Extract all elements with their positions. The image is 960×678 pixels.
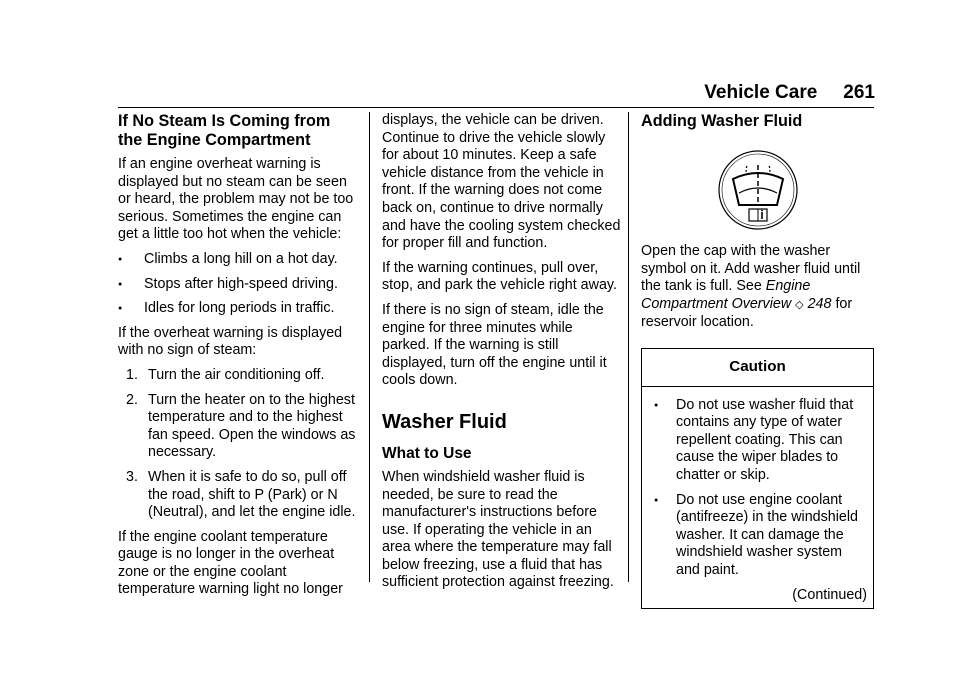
- step-number: 2.: [126, 391, 138, 408]
- washer-fluid-icon: [717, 149, 799, 231]
- list-item-text: Idles for long periods in traffic.: [144, 300, 335, 317]
- caution-item-text: Do not use engine coolant (antifreeze) in the windshield washer. It can damage the windshield washer system and paint.: [676, 491, 858, 578]
- step-text: Turn the air conditioning off.: [148, 366, 325, 383]
- paragraph: If there is no sign of steam, idle the engine for three minutes while parked. If the warning is still displayed, turn off the engine until it cools down.: [382, 301, 607, 389]
- step-item: [118, 469, 358, 522]
- page-number: 261: [843, 82, 875, 103]
- column-3: [641, 112, 874, 609]
- page-header: [600, 82, 875, 106]
- caution-box: [641, 348, 874, 609]
- list-item-text: Climbs a long hill on a hot day.: [144, 250, 338, 267]
- list-item: [118, 251, 358, 269]
- paragraph: displays, the vehicle can be driven. Continue to drive the vehicle slowly for about 10 minutes. Keep a safe vehicle distance from the vehicle in front. If the warning does not come back on, continue to drive normally and have the cooling system checked for proper fill and function.: [382, 112, 621, 252]
- column-divider: [369, 112, 370, 582]
- cross-reference-page[interactable]: 248: [807, 295, 832, 312]
- heading-adding-washer-fluid: Adding Washer Fluid: [641, 112, 803, 130]
- paragraph: If an engine overheat warning is displayed but no steam can be seen or heard, the problem may not be too serious. Sometimes the engine can get a little too hot when the vehicle:: [118, 156, 354, 243]
- step-text: When it is safe to do so, pull off the road, shift to P (Park) or N (Neutral), and let the engine idle.: [148, 468, 356, 521]
- paragraph: If the warning continues, pull over, stop, and park the vehicle right away.: [382, 259, 617, 294]
- column-1: [118, 112, 358, 606]
- caution-item: [648, 492, 867, 580]
- section-title: Vehicle Care: [704, 82, 818, 103]
- caution-item-text: Do not use washer fluid that contains any type of water repellent coating. This can cause the wiper blades to chatter or skip.: [676, 396, 854, 483]
- washer-symbol-figure: [641, 149, 874, 231]
- page-reference-icon: ◇: [795, 298, 804, 311]
- paragraph: If the overheat warning is displayed with no sign of steam:: [118, 324, 343, 359]
- bullet-marker: ●: [654, 401, 659, 409]
- text-run: Open the cap with the washer symbol on it. Add washer fluid until the tank is full. See: [641, 243, 861, 295]
- heading-washer-fluid: Washer Fluid: [382, 410, 507, 433]
- step-number: 3.: [126, 468, 138, 485]
- header-rule: [118, 107, 874, 108]
- caution-item: [648, 397, 867, 485]
- column-divider: [628, 112, 629, 582]
- cross-reference-link[interactable]: Engine Compartment Overview: [641, 278, 811, 312]
- list-item: [118, 300, 358, 318]
- column-2: [382, 112, 622, 599]
- bullet-marker: ●: [118, 255, 123, 263]
- bullet-marker: ●: [654, 496, 659, 504]
- step-item: [118, 367, 358, 385]
- bullet-marker: ●: [118, 305, 123, 313]
- list-item-text: Stops after high-speed driving.: [144, 275, 338, 292]
- list-item: [118, 276, 358, 294]
- step-number: 1.: [126, 366, 138, 383]
- paragraph: When windshield washer fluid is needed, be sure to read the manufacturer's instructions before use. If operating the vehicle in an area where the temperature may fall below freezing, use a fluid that has sufficient protection against freezing.: [382, 468, 614, 591]
- step-item: [118, 392, 358, 462]
- caution-title: Caution: [642, 349, 873, 387]
- heading-no-steam: If No Steam Is Coming from the Engine Compartment: [118, 112, 331, 149]
- text-run: for reservoir location.: [641, 295, 853, 331]
- heading-what-to-use: What to Use: [382, 444, 472, 462]
- paragraph: [641, 243, 874, 332]
- step-text: Turn the heater on to the highest temperature and to the highest fan speed. Open the windows as necessary.: [148, 391, 356, 461]
- continued-note: (Continued): [792, 586, 867, 603]
- bullet-marker: ●: [118, 280, 123, 288]
- paragraph: If the engine coolant temperature gauge is no longer in the overheat zone or the engine coolant temperature warning light no longer: [118, 528, 343, 598]
